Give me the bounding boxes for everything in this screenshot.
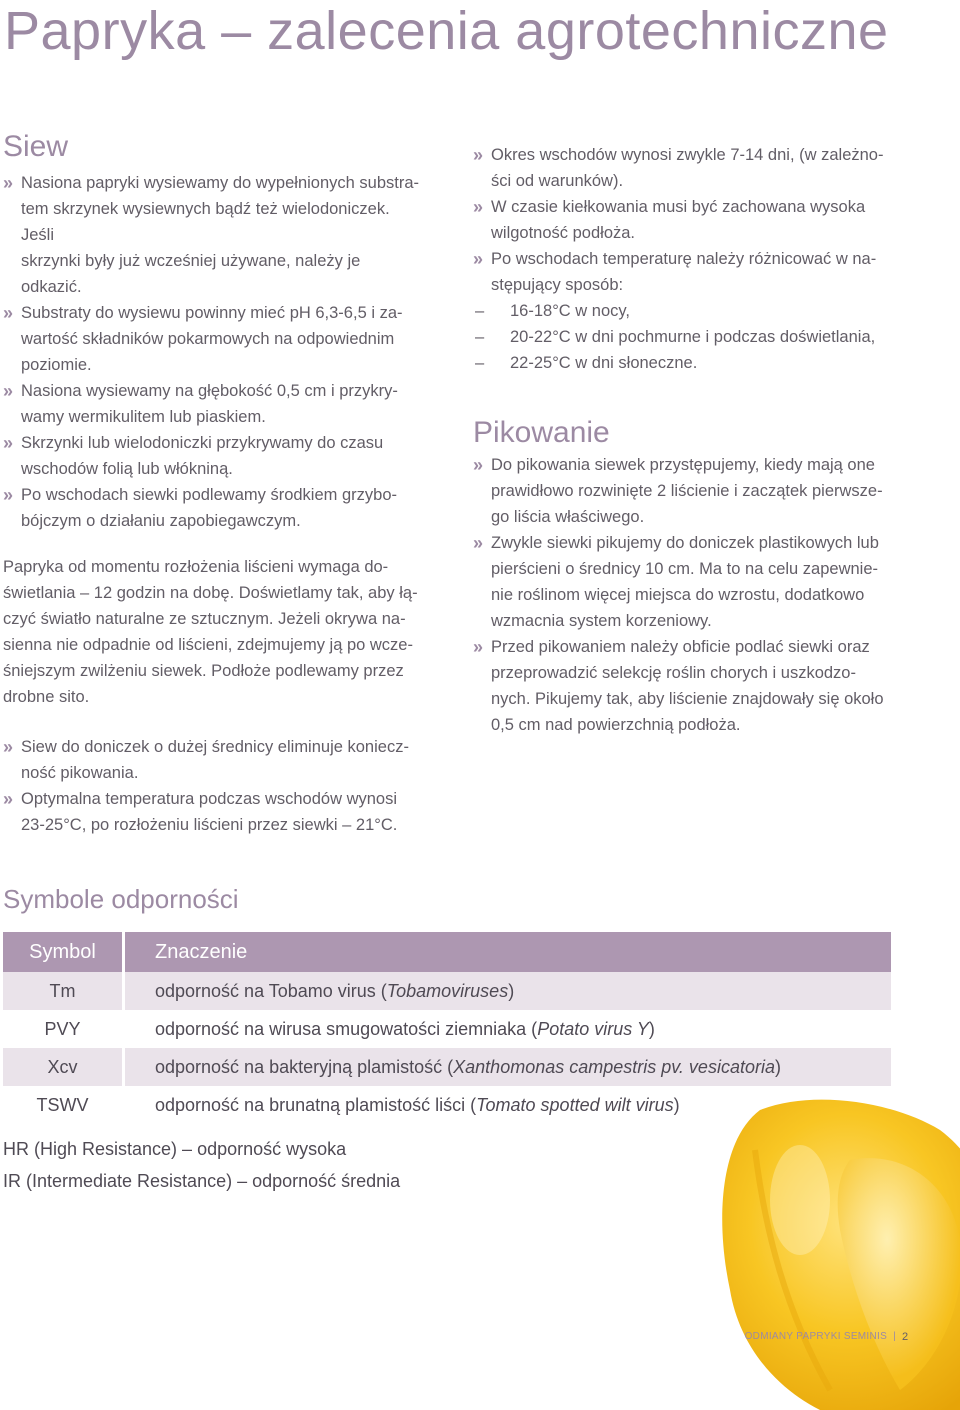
bullet-item [3,786,421,838]
paragraph-line: sienna nie odpadnie od liścieni, zdejmujemy ją po wcze- [3,636,413,654]
bullet-marker-icon: » [3,485,14,505]
bullet-line: prawidłowo rozwinięte 2 liścienie i zaczątek pierwsze- [491,482,883,500]
meaning-cell [124,1010,892,1048]
siew-bullet-list-2 [3,734,421,838]
bullet-line: Przed pikowaniem należy obficie podlać siewki oraz [491,638,870,656]
table-row [3,1048,891,1086]
bullet-line: Substraty do wysiewu powinny mieć pH 6,3-6,5 i za- [21,304,403,322]
bullet-marker-icon: » [3,433,14,453]
bullet-item [3,482,421,534]
page-title: Papryka – zalecenia agrotechniczne [4,1,889,61]
symbol-cell: Xcv [3,1048,124,1086]
bullet-line: ność pikowania. [21,764,139,782]
meaning-suffix: ) [508,980,515,1001]
bullet-line: tem skrzynek wysiewnych bądź też wielodoniczek. Jeśli [21,200,390,244]
bullet-line: wilgotność podłoża. [491,224,636,242]
dash-text: 20-22°C w dni pochmurne i podczas doświetlania, [510,328,876,346]
bullet-line: nie roślinom więcej miejsca do wzrostu, dodatkowo [491,586,865,604]
bullet-line: Do pikowania siewek przystępujemy, kiedy mają one [491,456,875,474]
page-footer: ODMIANY PAPRYKI SEMINIS | [744,1331,896,1342]
table-row [3,972,891,1010]
siew-paragraph [3,554,421,710]
bullet-item [3,378,421,430]
meaning-suffix: ) [673,1094,680,1115]
dash-marker: – [475,328,485,346]
bullet-line: wamy wermikulitem lub piaskiem. [21,408,266,426]
bullet-line: wartość składników pokarmowych na odpowiednim [21,330,395,348]
bullet-line: wschodów folią lub włókniną. [21,460,233,478]
bullet-line: Okres wschodów wynosi zwykle 7-14 dni, (w zależno- [491,146,884,164]
bullet-item [473,530,893,634]
bullet-line: Po wschodach siewki podlewamy środkiem grzybo- [21,486,397,504]
bullet-marker-icon: » [473,533,484,553]
paragraph-line: świetlania – 12 godzin na dobę. Doświetlamy tak, aby łą- [3,584,418,602]
symbols-heading: Symbole odporności [3,884,239,914]
bullet-line: W czasie kiełkowania musi być zachowana wysoka [491,198,866,216]
section-heading-pikowanie: Pikowanie [473,416,610,449]
bullet-item [473,634,893,738]
bullet-marker-icon: » [3,789,14,809]
bullet-marker-icon: » [3,737,14,757]
dash-item [473,324,893,350]
bullet-line: Zwykle siewki pikujemy do doniczek plastikowych lub [491,534,879,552]
meaning-latin-name: Tobamoviruses [386,980,509,1001]
table-header-row [3,932,891,972]
bullet-line: ści od warunków). [491,172,624,190]
dash-marker: – [475,302,485,320]
bullet-item [3,300,421,378]
yellow-pepper-image [700,1090,960,1410]
meaning-cell [124,1048,892,1086]
bullet-marker-icon: » [473,249,484,269]
resistance-note-ir: IR (Intermediate Resistance) – odporność średnia [3,1171,401,1191]
pikowanie-bullet-list [473,452,893,738]
paragraph-line: drobne sito. [3,688,90,706]
bullet-line: 23-25°C, po rozłożeniu liścieni przez siewki – 21°C. [21,816,398,834]
dash-text: 16-18°C w nocy, [510,302,631,320]
paragraph-line: śniejszym zwilżeniu siewek. Podłoże podlewamy przez [3,662,404,680]
bullet-line: Po wschodach temperaturę należy różnicować w na- [491,250,877,268]
bullet-line: bójczym o działaniu zapobiegawczym. [21,512,301,530]
meaning-suffix: ) [774,1056,781,1077]
siew-column [3,170,421,838]
bullet-item [3,734,421,786]
resistance-notes [3,1133,400,1197]
section-heading-siew: Siew [3,130,69,163]
right-bullet-list [473,142,893,298]
bullet-item [473,452,893,530]
meaning-text: odporność na wirusa smugowatości ziemniaka ( [155,1018,538,1039]
column-header-symbol: Symbol [3,932,124,972]
bullet-line: Nasiona papryki wysiewamy do wypełnionych substra- [21,174,420,192]
bullet-line: skrzynki były już wcześniej używane, należy je odkazić. [21,252,361,296]
bullet-marker-icon: » [473,455,484,475]
bullet-line: stępujący sposób: [491,276,624,294]
dash-marker: – [475,354,485,372]
siew-bullet-list [3,170,421,534]
bullet-marker-icon: » [473,145,484,165]
bullet-line: przeprowadzić selekcję roślin chorych i uszkodzo- [491,664,856,682]
symbol-cell: Tm [3,972,124,1010]
bullet-item [3,430,421,482]
bullet-line: Skrzynki lub wielodoniczki przykrywamy do czasu [21,434,384,452]
resistance-note-hr: HR (High Resistance) – odporność wysoka [3,1139,347,1159]
bullet-marker-icon: » [473,637,484,657]
bullet-line: nych. Pikujemy tak, aby liścienie znajdowały się około [491,690,884,708]
bullet-line: wzmacnia system korzeniowy. [491,612,712,630]
bullet-line: go liścia właściwego. [491,508,645,526]
right-column [473,142,893,376]
symbol-cell: PVY [3,1010,124,1048]
bullet-line: 0,5 cm nad powierzchnią podłoża. [491,716,741,734]
bullet-item [473,246,893,298]
pikowanie-column [473,452,893,738]
footer-publication: ODMIANY PAPRYKI SEMINIS [744,1331,888,1342]
bullet-line: Nasiona wysiewamy na głębokość 0,5 cm i przykry- [21,382,398,400]
dash-item [473,298,893,324]
dash-text: 22-25°C w dni słoneczne. [510,354,698,372]
bullet-line: Optymalna temperatura podczas wschodów wynosi [21,790,398,808]
bullet-marker-icon: » [3,381,14,401]
bullet-item [473,142,893,194]
temperature-dash-list [473,298,893,376]
bullet-marker-icon: » [3,303,14,323]
bullet-line: poziomie. [21,356,92,374]
bullet-marker-icon: » [473,197,484,217]
meaning-text: odporność na brunatną plamistość liści ( [155,1094,477,1115]
meaning-latin-name: Potato virus Y [537,1018,649,1039]
paragraph-line: czyć światło naturalne ze sztucznym. Jeżeli okrywa na- [3,610,406,628]
column-header-meaning: Znaczenie [124,932,892,972]
bullet-marker-icon: » [3,173,14,193]
meaning-latin-name: Tomato spotted wilt virus [476,1094,674,1115]
meaning-text: odporność na Tobamo virus ( [155,980,387,1001]
paragraph-line: Papryka od momentu rozłożenia liścieni wymaga do- [3,558,389,576]
bullet-item [3,170,421,300]
meaning-text: odporność na bakteryjną plamistość ( [155,1056,454,1077]
bullet-line: Siew do doniczek o dużej średnicy eliminuje koniecz- [21,738,409,756]
meaning-latin-name: Xanthomonas campestris pv. vesicatoria [453,1056,775,1077]
dash-item [473,350,893,376]
bullet-line: pierścieni o średnicy 10 cm. Ma to na celu zapewnie- [491,560,879,578]
meaning-suffix: ) [648,1018,655,1039]
table-row [3,1010,891,1048]
meaning-cell [124,972,892,1010]
bullet-item [473,194,893,246]
symbol-cell: TSWV [3,1086,124,1124]
page-number: 2 [902,1331,909,1343]
